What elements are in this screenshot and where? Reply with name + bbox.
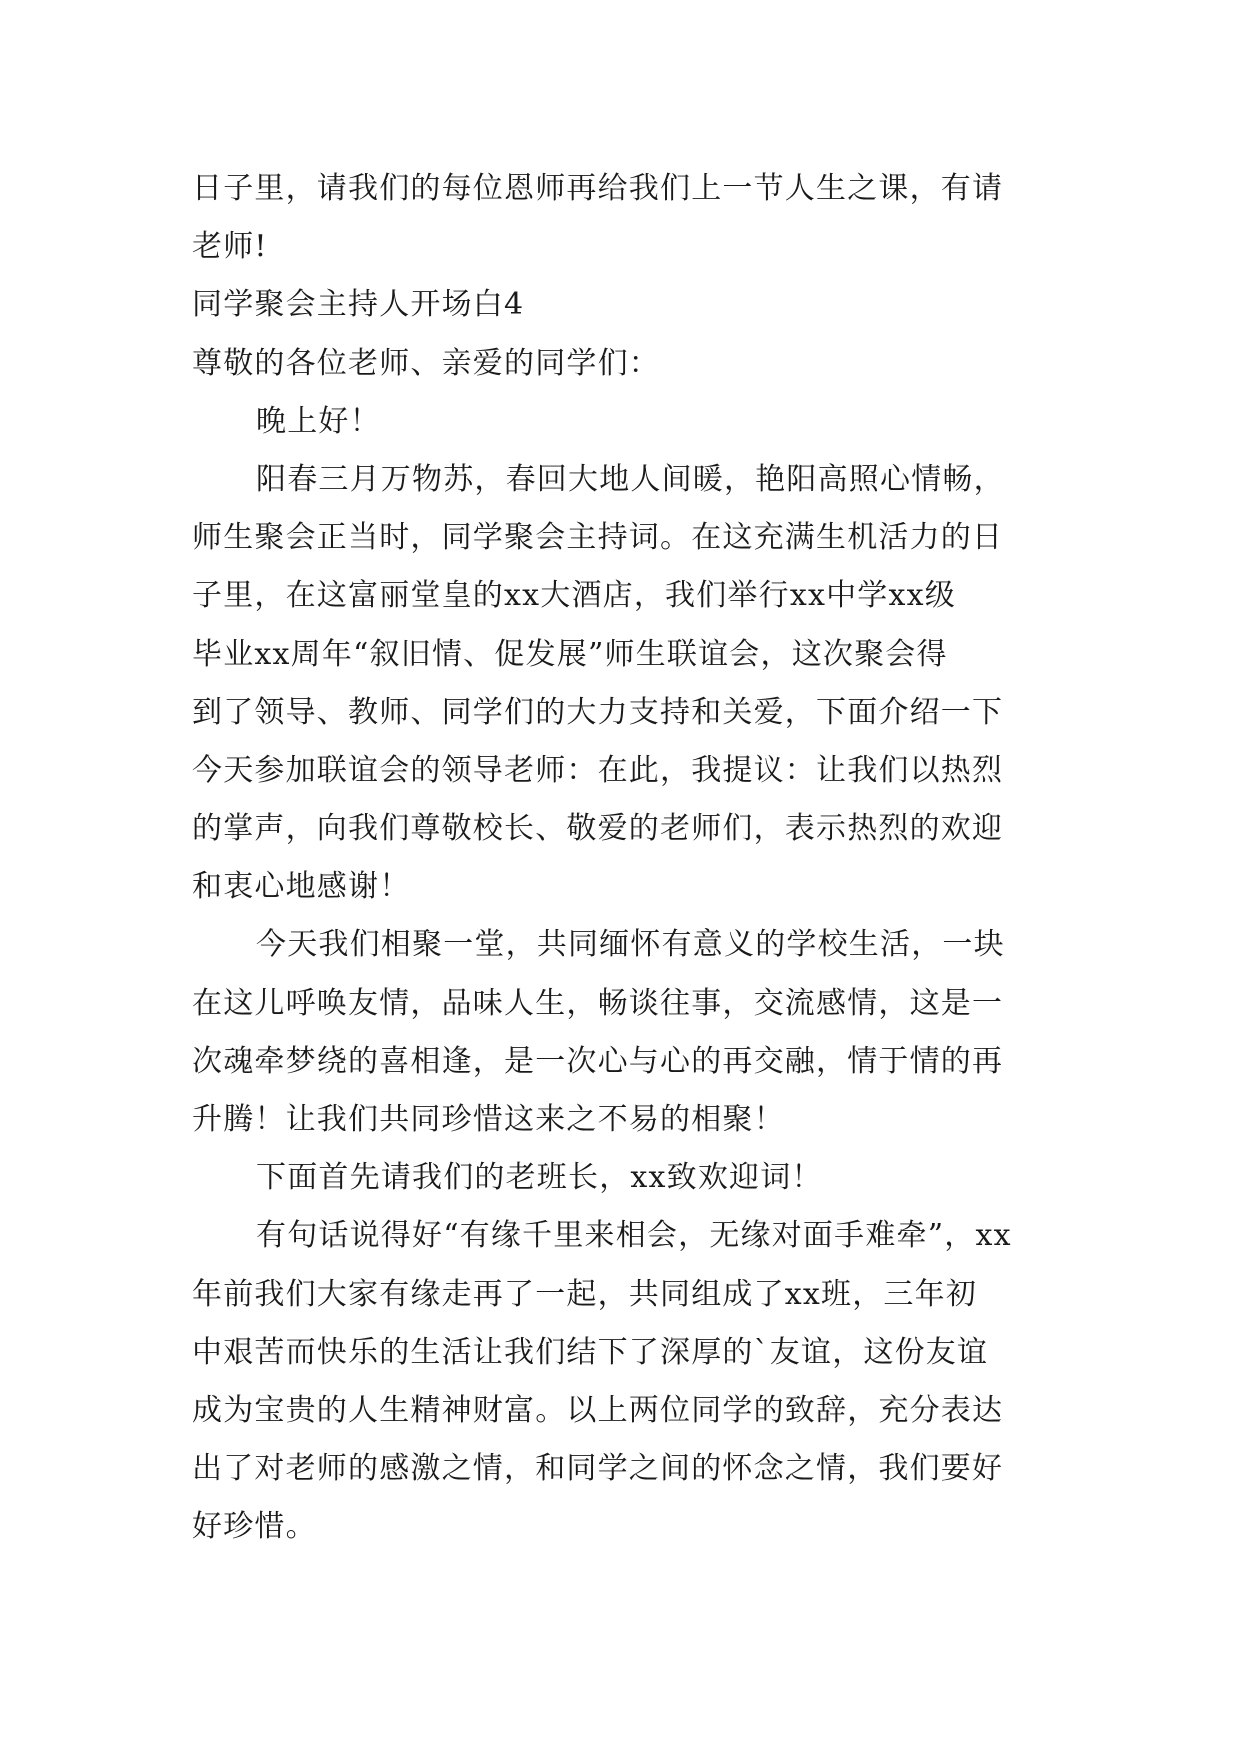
- text-line: 子里，在这富丽堂皇的xx大酒店，我们举行xx中学xx级: [192, 578, 956, 614]
- text-line: 尊敬的各位老师、亲爱的同学们：: [192, 345, 660, 381]
- text-line: 好珍惜。: [192, 1509, 317, 1545]
- text-line: 次魂牵梦绕的喜相逢，是一次心与心的再交融，情于情的再: [192, 1043, 1004, 1079]
- text-line: 同学聚会主持人开场白4: [192, 287, 525, 323]
- text-line: 到了领导、教师、同学们的大力支持和关爱，下面介绍一下: [192, 694, 1004, 730]
- text-line: 年前我们大家有缘走再了一起，共同组成了xx班，三年初: [192, 1276, 978, 1312]
- text-line: 日子里，请我们的每位恩师再给我们上一节人生之课，有请: [192, 171, 1004, 206]
- text-line: 师生聚会正当时，同学聚会主持词。在这充满生机活力的日: [192, 520, 1004, 556]
- text-line: 有句话说得好“有缘千里来相会，无缘对面手难牵”，xx: [256, 1218, 1012, 1254]
- text-line: 毕业xx周年“叙旧情、促发展”师生联谊会，这次聚会得: [192, 636, 948, 672]
- text-line: 今天参加联谊会的领导老师：在此，我提议：让我们以热烈: [192, 752, 1004, 788]
- text-line: 和衷心地感谢！: [192, 869, 411, 905]
- text-line: 成为宝贵的人生精神财富。以上两位同学的致辞，充分表达: [192, 1392, 1004, 1428]
- text-line: 老师!: [192, 229, 268, 265]
- document-body: [192, 160, 1052, 1557]
- text-line: 阳春三月万物苏，春回大地人间暖，艳阳高照心情畅，: [256, 461, 1005, 497]
- text-line: 今天我们相聚一堂，共同缅怀有意义的学校生活，一块: [256, 927, 1005, 963]
- text-line: 出了对老师的感激之情，和同学之间的怀念之情，我们要好: [192, 1451, 1004, 1487]
- text-line: 下面首先请我们的老班长，xx致欢迎词！: [256, 1160, 823, 1196]
- text-line: 的掌声，向我们尊敬校长、敬爱的老师们，表示热烈的欢迎: [192, 811, 1004, 847]
- text-line: 升腾！让我们共同珍惜这来之不易的相聚！: [192, 1102, 785, 1137]
- text-line: 在这儿呼唤友情，品味人生，畅谈往事，交流感情，这是一: [192, 985, 1004, 1021]
- text-line: 晚上好！: [256, 403, 381, 439]
- text-line: 中艰苦而快乐的生活让我们结下了深厚的`友谊，这份友谊: [192, 1334, 989, 1370]
